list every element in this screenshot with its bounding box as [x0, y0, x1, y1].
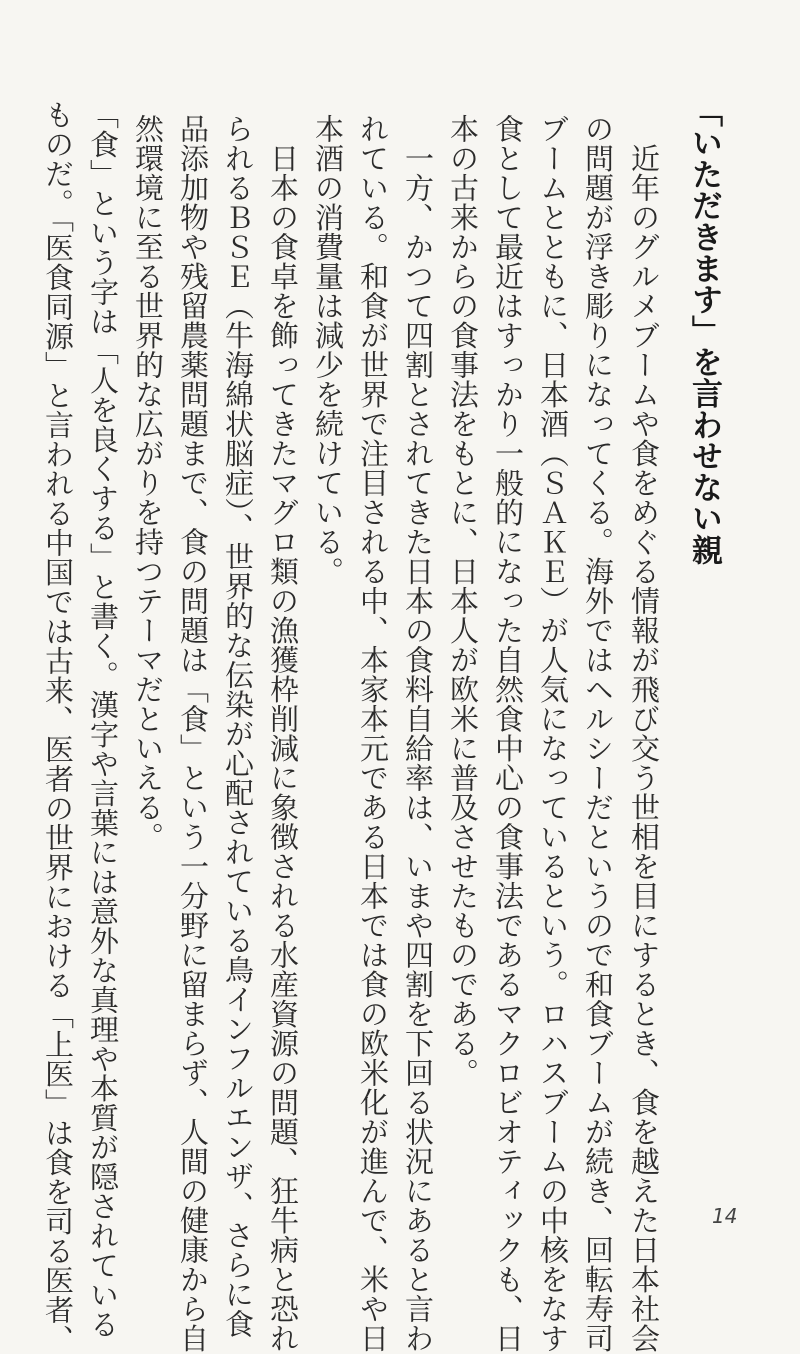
text-line: 近年のグルメブームや食をめぐる情報が飛び交う世相を目にするとき、食を越えた日本社会: [627, 114, 661, 1353]
text-line: 「食」という字は「人を良くする」と書く。漢字や言葉には意外な真理や本質が隠されている: [86, 100, 120, 1339]
text-line: の問題が浮き彫りになってくる。海外ではヘルシーだというので和食ブームが続き、回転寿司: [581, 114, 615, 1353]
text-line: れている。和食が世界で注目される中、本家本元である日本では食の欧米化が進んで、米や日: [356, 114, 390, 1353]
text-line: 本の古来からの食事法をもとに、日本人が欧米に普及させたものである。: [446, 114, 480, 1088]
page-number: 14: [712, 1204, 738, 1228]
text-line: 一方、かつて四割とされてきた日本の食料自給率は、いまや四割を下回る状況にあると言わ: [401, 114, 435, 1353]
text-line: 然環境に至る世界的な広がりを持つテーマだといえる。: [131, 114, 165, 852]
text-line: 本酒の消費量は減少を続けている。: [311, 114, 345, 586]
text-line: 品添加物や残留農薬問題まで、食の問題は「食」という一分野に留まらず、人間の健康から自: [176, 114, 210, 1353]
text-line: 日本の食卓を飾ってきたマグロ類の漁獲枠削減に象徴される水産資源の問題、狂牛病と恐れ: [266, 114, 300, 1353]
text-line: られるＢＳＥ（牛海綿状脳症）、世界的な伝染が心配されている鳥インフルエンザ、さらに食: [221, 114, 255, 1339]
text-line: ブームとともに、日本酒（ＳＡＫＥ）が人気になっているという。ロハスブームの中核をなす: [536, 114, 570, 1353]
text-line: ものだ。「医食同源」と言われる中国では古来、医者の世界における「上医」は食を司る医者、: [41, 100, 75, 1354]
text-line: 食として最近はすっかり一般的になった自然食中心の食事法であるマクロビオティックも、日: [491, 114, 525, 1353]
section-heading: 「いただきます」を言わせない親: [686, 96, 722, 566]
